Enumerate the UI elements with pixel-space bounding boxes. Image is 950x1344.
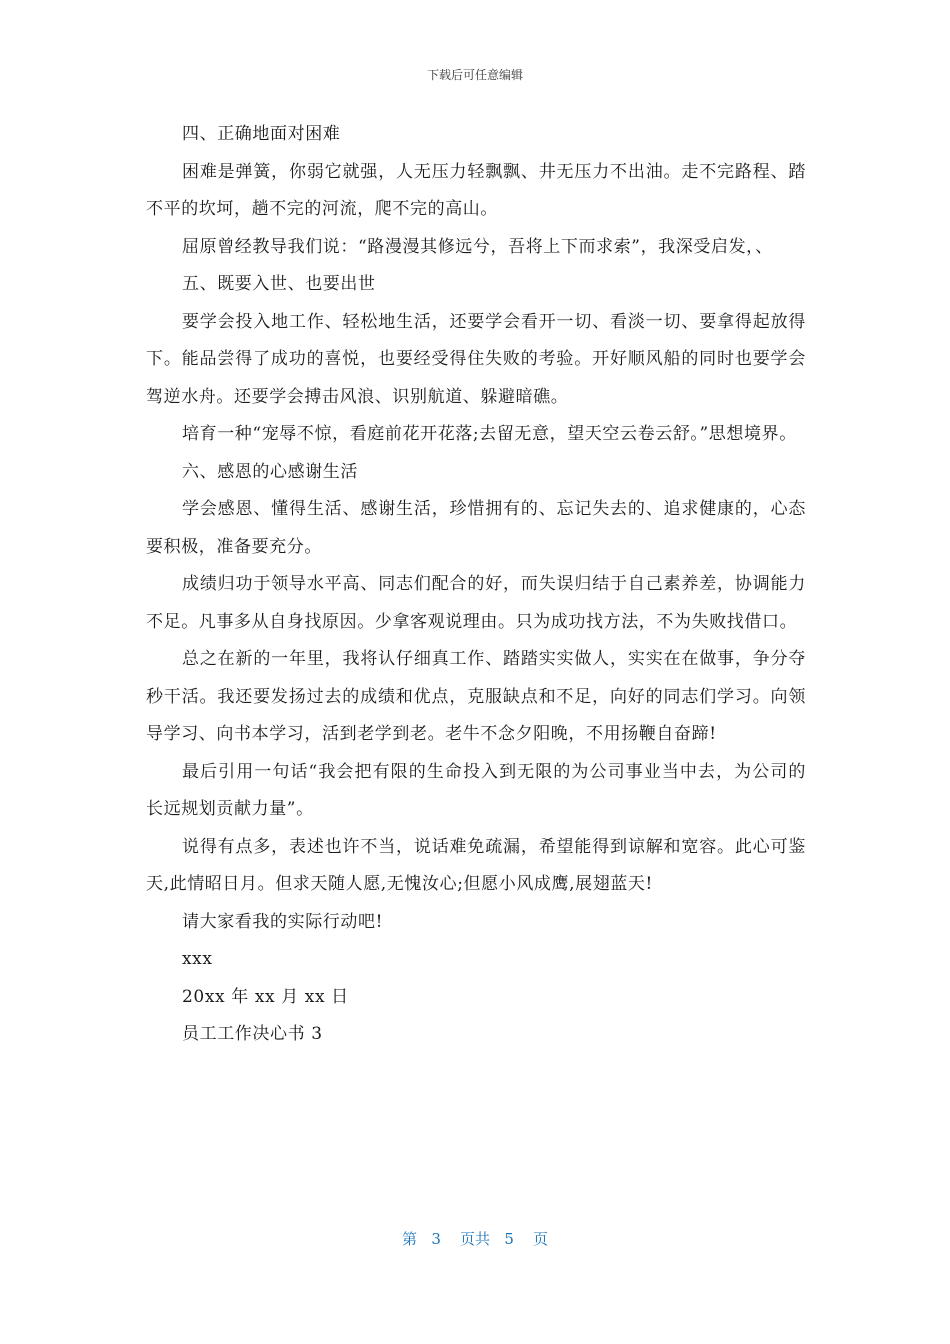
section-heading-6: 六、感恩的心感谢生活 — [182, 461, 358, 482]
paragraph: 总之在新的一年里，我将认仔细真工作、踏踏实实做人，实实在在做事，争分夺秒干活。我还要发扬过去的成绩和优点，克服缺点和不足，向好的同志们学习。向领导学习、向书本学习，活到老学到老。老牛不念夕阳晚，不用扬鞭自奋蹄! — [146, 649, 806, 744]
section-heading-4: 四、正确地面对困难 — [182, 124, 341, 144]
footer-current-page: 3 — [431, 1230, 441, 1248]
paragraph: 成绩归功于领导水平高、同志们配合的好，而失误归结于自己素养差，协调能力不足。凡事多从自身找原因。少拿客观说理由。只为成功找方法，不为失败找借口。 — [146, 574, 806, 632]
paragraph: 最后引用一句话“我会把有限的生命投入到无限的为公司事业当中去，为公司的长远规划贡献力量”。 — [146, 761, 806, 819]
paragraph: 困难是弹簧，你弱它就强，人无压力轻飘飘、井无压力不出油。走不完路程、踏不平的坎坷，趟不完的河流，爬不完的高山。 — [146, 161, 806, 219]
document-body — [146, 116, 806, 1054]
footer-label-of: 页共 — [459, 1230, 490, 1248]
signature-name: xxx — [182, 949, 213, 969]
page-footer — [0, 1228, 950, 1249]
paragraph: 屈原曾经教导我们说：“路漫漫其修远兮，吾将上下而求索”，我深受启发，、 — [182, 236, 773, 257]
paragraph: 学会感恩、懂得生活、感谢生活，珍惜拥有的、忘记失去的、追求健康的，心态要积极，准备要充分。 — [146, 499, 806, 557]
signature-date: 20xx 年 xx 月 xx 日 — [182, 986, 349, 1007]
next-document-title: 员工工作决心书 3 — [182, 1024, 323, 1044]
paragraph: 请大家看我的实际行动吧! — [182, 911, 384, 932]
section-heading-5: 五、既要入世、也要出世 — [182, 274, 376, 294]
footer-label-page: 第 — [402, 1230, 418, 1248]
paragraph: 说得有点多，表述也许不当，说话难免疏漏，希望能得到谅解和宽容。此心可鉴天,此情昭日月。但求天随人愿,无愧汝心;但愿小风成鹰,展翅蓝天! — [146, 836, 806, 894]
footer-total-pages: 5 — [504, 1230, 514, 1248]
header-note: 下载后可任意编辑 — [426, 68, 523, 82]
footer-label-end: 页 — [532, 1230, 548, 1248]
paragraph: 要学会投入地工作、轻松地生活，还要学会看开一切、看淡一切、要拿得起放得下。能品尝得了成功的喜悦，也要经受得住失败的考验。开好顺风船的同时也要学会驾逆水舟。还要学会搏击风浪、识别航道、躲避暗礁。 — [146, 311, 806, 407]
paragraph: 培育一种“宠辱不惊，看庭前花开花落;去留无意，望天空云卷云舒。”思想境界。 — [182, 424, 797, 444]
